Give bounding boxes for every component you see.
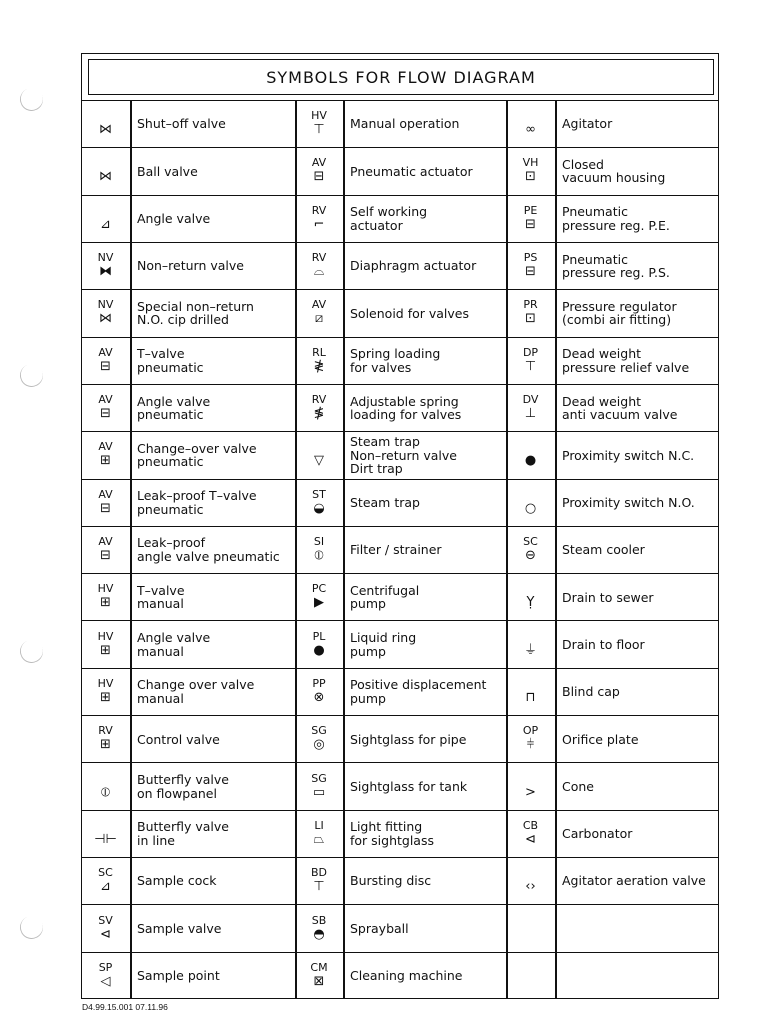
- symbol-code: SV: [98, 913, 113, 927]
- symbol-cell: [506, 243, 555, 289]
- symbol-description: Drain to floor: [562, 636, 645, 652]
- symbol-cell: [81, 811, 130, 857]
- symbol-description: Special non–return N.O. cip drilled: [137, 298, 254, 328]
- steam-cooler-icon: ⊖: [525, 547, 536, 563]
- symbol-code: RV: [311, 251, 327, 265]
- drain-to-sewer-icon: Ỵ: [526, 595, 535, 611]
- steam-trap-nonreturn-icon: ▽: [314, 453, 324, 469]
- symbol-code: DV: [522, 393, 539, 407]
- symbol-cell: [295, 290, 343, 336]
- symbol-code: SI: [313, 534, 325, 548]
- table-row: [81, 431, 719, 478]
- symbol-cell: [295, 480, 343, 526]
- symbol-description: Dead weight pressure relief valve: [562, 346, 690, 375]
- symbol-code: AV: [98, 393, 113, 407]
- symbol-description: Steam trap Non–return valve Dirt trap: [350, 434, 457, 477]
- symbol-cell: [81, 621, 130, 667]
- symbol-cell: [295, 716, 343, 762]
- symbol-description: Positive displacement pump: [350, 677, 487, 706]
- angle-valve-icon: ⊿: [100, 216, 111, 232]
- symbol-cell: [506, 385, 555, 431]
- symbol-code: AV: [98, 487, 113, 501]
- symbol-description: Blind cap: [562, 684, 620, 700]
- table-row: [81, 337, 719, 384]
- dead-weight-relief-valve-icon: ⊤: [524, 358, 537, 374]
- pneumatic-pressure-reg-ps-icon: ⊟: [525, 264, 536, 280]
- symbol-description: Carbonator: [562, 826, 633, 842]
- symbol-description: Angle valve manual: [137, 630, 211, 659]
- symbol-code: SC: [523, 534, 538, 548]
- table-row: [81, 668, 719, 715]
- symbol-cell: [506, 669, 555, 715]
- centrifugal-pump-icon: ▶: [314, 595, 324, 611]
- table-row: [81, 289, 719, 336]
- manual-operation-icon: ⊤: [313, 122, 325, 138]
- symbol-description: Sightglass for tank: [350, 778, 468, 794]
- symbol-code: PC: [311, 582, 327, 596]
- sample-valve-icon: ⊲: [100, 926, 111, 942]
- symbol-cell: [81, 148, 130, 194]
- diaphragm-actuator-icon: ⌓: [313, 264, 325, 280]
- symbol-description: Liquid ring pump: [350, 630, 417, 659]
- symbol-description: Change–over valve pneumatic: [137, 440, 257, 470]
- symbol-cell: [506, 338, 555, 384]
- symbol-description: Pressure regulator (combi air fitting): [562, 298, 677, 328]
- symbol-cell: [295, 621, 343, 667]
- table-row: [81, 857, 719, 904]
- symbol-cell: [81, 527, 130, 573]
- symbol-cell: [81, 101, 130, 147]
- proximity-switch-no-icon: ○: [524, 500, 537, 516]
- symbol-description: Change over valve manual: [137, 677, 255, 706]
- closed-vacuum-housing-icon: ⊡: [525, 169, 536, 185]
- symbol-code: RV: [98, 724, 113, 738]
- symbol-code: NV: [97, 251, 114, 265]
- table-row: [81, 100, 719, 147]
- symbol-description: Angle valve pneumatic: [137, 393, 211, 423]
- symbol-code: AV: [311, 298, 327, 312]
- symbol-code: OP: [522, 724, 539, 738]
- symbol-description: [555, 905, 726, 951]
- symbol-description: Pneumatic actuator: [350, 163, 473, 179]
- symbol-code: ST: [312, 487, 326, 501]
- symbol-code: HV: [311, 109, 327, 123]
- symbol-description: Non–return valve: [137, 258, 244, 274]
- symbol-description: Sprayball: [350, 920, 409, 936]
- symbol-cell: [295, 669, 343, 715]
- table-bottom-border: [81, 998, 719, 999]
- symbol-code: PR: [523, 298, 538, 312]
- symbol-code: CB: [522, 818, 539, 832]
- sightglass-tank-icon: ▭: [312, 784, 326, 800]
- symbol-cell: [295, 953, 343, 999]
- symbol-description: Diaphragm actuator: [350, 258, 477, 274]
- symbol-description: Sample cock: [137, 873, 217, 889]
- symbol-code: CM: [310, 960, 328, 974]
- butterfly-valve-flowpanel-icon: ⦶: [100, 784, 111, 800]
- sprayball-icon: ◓: [313, 926, 325, 942]
- table-row: [81, 384, 719, 431]
- symbol-description: Pneumatic pressure reg. P.E.: [562, 204, 670, 233]
- change-over-valve-pneumatic-icon: ⊞: [100, 453, 111, 469]
- pneumatic-actuator-icon: ⊟: [313, 169, 325, 185]
- page-title: [88, 59, 714, 95]
- symbol-cell: [295, 858, 343, 904]
- symbol-description: Proximity switch N.O.: [562, 494, 695, 510]
- symbol-description: Steam cooler: [562, 542, 645, 558]
- pressure-regulator-icon: ⊡: [525, 311, 536, 327]
- proximity-switch-nc-icon: ●: [524, 453, 537, 469]
- symbol-description: Sample point: [137, 968, 220, 984]
- blind-cap-icon: ⊓: [525, 689, 536, 705]
- symbol-description: Cone: [562, 778, 594, 794]
- symbol-code: RV: [311, 393, 327, 407]
- symbol-code: AV: [98, 534, 113, 548]
- symbol-cell: [295, 763, 343, 809]
- symbol-cell: [506, 101, 555, 147]
- symbol-description: Drain to sewer: [562, 589, 654, 605]
- symbol-description: Control valve: [137, 731, 220, 747]
- solenoid-icon: ⧄: [314, 311, 324, 327]
- symbol-cell: [81, 243, 130, 289]
- t-valve-manual-icon: ⊞: [100, 595, 111, 611]
- non-return-valve-icon: ⧓: [99, 264, 112, 280]
- symbol-description: Agitator aeration valve: [562, 873, 706, 889]
- symbol-cell: [81, 763, 130, 809]
- dead-weight-anti-vacuum-icon: ⊥: [524, 406, 537, 422]
- light-fitting-icon: ⏢: [313, 831, 325, 847]
- symbol-description: Closed vacuum housing: [562, 156, 666, 186]
- symbol-description: Agitator: [562, 116, 613, 132]
- angle-valve-pneumatic-icon: ⊟: [100, 406, 111, 422]
- table-row: [81, 526, 719, 573]
- symbol-description: Bursting disc: [350, 873, 432, 889]
- special-non-return-valve-icon: ⋈: [99, 311, 112, 327]
- symbol-cell: [506, 480, 555, 526]
- symbol-cell: [295, 385, 343, 431]
- table-row: [81, 573, 719, 620]
- symbol-code: HV: [97, 582, 114, 596]
- leak-proof-angle-valve-icon: ⊟: [100, 547, 111, 563]
- symbol-cell: [81, 338, 130, 384]
- symbol-code: RV: [311, 203, 327, 217]
- filter-strainer-icon: ⦶: [314, 547, 324, 563]
- symbol-code: SG: [311, 771, 327, 785]
- symbol-cell: [295, 811, 343, 857]
- self-working-actuator-icon: ⌐: [313, 216, 325, 232]
- symbol-cell: [506, 432, 555, 478]
- symbol-description: Light fitting for sightglass: [350, 819, 434, 848]
- symbol-cell: [506, 953, 555, 999]
- symbol-cell: [81, 290, 130, 336]
- symbol-code: AV: [311, 156, 327, 170]
- symbol-description: Cleaning machine: [350, 968, 463, 984]
- symbol-code: SC: [98, 866, 113, 880]
- symbol-description: Self working actuator: [350, 204, 428, 233]
- symbol-code: BD: [310, 866, 328, 880]
- bursting-disc-icon: ⊤: [313, 879, 325, 895]
- symbol-description: Manual operation: [350, 116, 460, 132]
- column-divider: [295, 100, 297, 999]
- cleaning-machine-icon: ⊠: [313, 973, 325, 989]
- symbol-cell: [295, 148, 343, 194]
- symbol-code: LI: [314, 818, 324, 832]
- symbol-cell: [81, 432, 130, 478]
- symbol-description: Sample valve: [137, 920, 222, 936]
- symbol-description: Leak–proof T–valve pneumatic: [137, 488, 257, 517]
- symbol-code: DP: [522, 345, 539, 359]
- symbol-cell: [81, 669, 130, 715]
- change-over-valve-manual-icon: ⊞: [100, 689, 111, 705]
- shutoff-valve-icon: ⋈: [99, 122, 112, 138]
- agitator-icon: ∞: [525, 122, 536, 138]
- table-row: [81, 195, 719, 242]
- symbol-code: HV: [97, 676, 114, 690]
- symbol-cell: [81, 905, 130, 951]
- document-number: D4.99.15.001 07.11.96: [82, 1002, 168, 1012]
- symbol-description: Leak–proof angle valve pneumatic: [137, 535, 280, 564]
- symbol-cell: [506, 574, 555, 620]
- agitator-aeration-valve-icon: ‹›: [525, 879, 536, 895]
- carbonator-icon: ⊲: [525, 831, 536, 847]
- page-title-text: SYMBOLS FOR FLOW DIAGRAM: [266, 67, 536, 87]
- symbol-description: Shut–off valve: [137, 116, 226, 132]
- symbol-description: Sightglass for pipe: [350, 731, 467, 747]
- pneumatic-pressure-reg-pe-icon: ⊟: [525, 216, 536, 232]
- symbol-code: RL: [312, 345, 326, 359]
- sample-point-icon: ◁: [100, 973, 111, 989]
- symbol-description: Solenoid for valves: [350, 305, 469, 321]
- symbol-cell: [81, 858, 130, 904]
- butterfly-valve-inline-icon: ⊣⊢: [94, 831, 117, 847]
- symbol-cell: [295, 196, 343, 242]
- symbol-code: PS: [523, 251, 538, 265]
- table-row: [81, 242, 719, 289]
- symbol-cell: [295, 101, 343, 147]
- symbol-description: Pneumatic pressure reg. P.S.: [562, 251, 670, 281]
- symbol-cell: [506, 527, 555, 573]
- symbol-code: SG: [311, 724, 327, 738]
- symbol-description: T–valve pneumatic: [137, 346, 204, 375]
- liquid-ring-pump-icon: ●: [313, 642, 325, 658]
- symbol-description: T–valve manual: [137, 582, 185, 612]
- symbol-code: NV: [97, 298, 114, 312]
- angle-valve-manual-icon: ⊞: [100, 642, 111, 658]
- symbol-description: Proximity switch N.C.: [562, 447, 695, 463]
- table-row: [81, 952, 719, 999]
- symbol-description: Ball valve: [137, 163, 198, 179]
- symbol-cell: [506, 290, 555, 336]
- symbol-cell: [81, 953, 130, 999]
- table-row: [81, 715, 719, 762]
- symbol-description: Butterfly valve in line: [137, 819, 229, 848]
- symbol-cell: [506, 858, 555, 904]
- drain-to-floor-icon: ⏚: [523, 642, 537, 658]
- symbol-cell: [81, 716, 130, 762]
- symbols-table: [81, 100, 719, 999]
- cone-icon: >: [525, 784, 536, 800]
- column-divider: [555, 100, 557, 999]
- symbol-cell: [81, 196, 130, 242]
- table-row: [81, 620, 719, 667]
- symbol-description: Steam trap: [350, 494, 420, 510]
- orifice-plate-icon: ⫩: [526, 737, 535, 753]
- symbol-cell: [506, 716, 555, 762]
- symbol-cell: [295, 243, 343, 289]
- symbol-cell: [506, 905, 555, 951]
- positive-displacement-pump-icon: ⊗: [313, 689, 325, 705]
- symbol-cell: [506, 621, 555, 667]
- adjustable-spring-icon: ≸: [313, 406, 325, 422]
- column-divider: [343, 100, 345, 999]
- spring-loading-icon: ≹: [313, 358, 325, 374]
- symbol-cell: [295, 338, 343, 384]
- symbol-cell: [295, 574, 343, 620]
- table-row: [81, 147, 719, 194]
- leak-proof-t-valve-icon: ⊟: [100, 500, 111, 516]
- symbol-description: Centrifugal pump: [350, 582, 420, 612]
- symbol-description: Orifice plate: [562, 731, 639, 747]
- symbol-code: PE: [523, 203, 538, 217]
- symbol-description: Butterfly valve on flowpanel: [137, 772, 229, 801]
- symbol-cell: [506, 148, 555, 194]
- t-valve-pneumatic-icon: ⊟: [100, 358, 111, 374]
- steam-trap-icon: ◒: [313, 500, 325, 516]
- symbol-code: HV: [97, 629, 114, 643]
- symbol-cell: [506, 763, 555, 809]
- symbol-code: AV: [98, 345, 113, 359]
- table-row: [81, 904, 719, 951]
- symbol-code: PP: [312, 676, 326, 690]
- symbol-description: Dead weight anti vacuum valve: [562, 393, 678, 423]
- symbol-cell: [295, 527, 343, 573]
- symbol-cell: [506, 811, 555, 857]
- ball-valve-icon: ⋈: [99, 169, 112, 185]
- symbol-description: Adjustable spring loading for valves: [350, 393, 462, 423]
- control-valve-icon: ⊞: [100, 737, 111, 753]
- symbol-cell: [506, 196, 555, 242]
- symbol-cell: [81, 574, 130, 620]
- symbol-code: AV: [98, 440, 113, 454]
- symbol-code: SP: [98, 960, 113, 974]
- sample-cock-icon: ⊿: [100, 879, 111, 895]
- sightglass-pipe-icon: ◎: [313, 737, 325, 753]
- symbol-cell: [81, 385, 130, 431]
- symbol-description: [555, 953, 726, 999]
- column-divider: [506, 100, 508, 999]
- symbol-cell: [295, 905, 343, 951]
- symbol-description: Spring loading for valves: [350, 346, 441, 375]
- table-row: [81, 810, 719, 857]
- table-row: [81, 479, 719, 526]
- symbol-description: Angle valve: [137, 211, 211, 227]
- symbol-code: PL: [312, 629, 326, 643]
- column-divider: [130, 100, 132, 999]
- symbol-cell: [295, 432, 343, 478]
- symbol-code: VH: [522, 156, 539, 170]
- table-row: [81, 762, 719, 809]
- symbol-code: SB: [311, 913, 327, 927]
- symbol-cell: [81, 480, 130, 526]
- symbol-description: Filter / strainer: [350, 542, 442, 558]
